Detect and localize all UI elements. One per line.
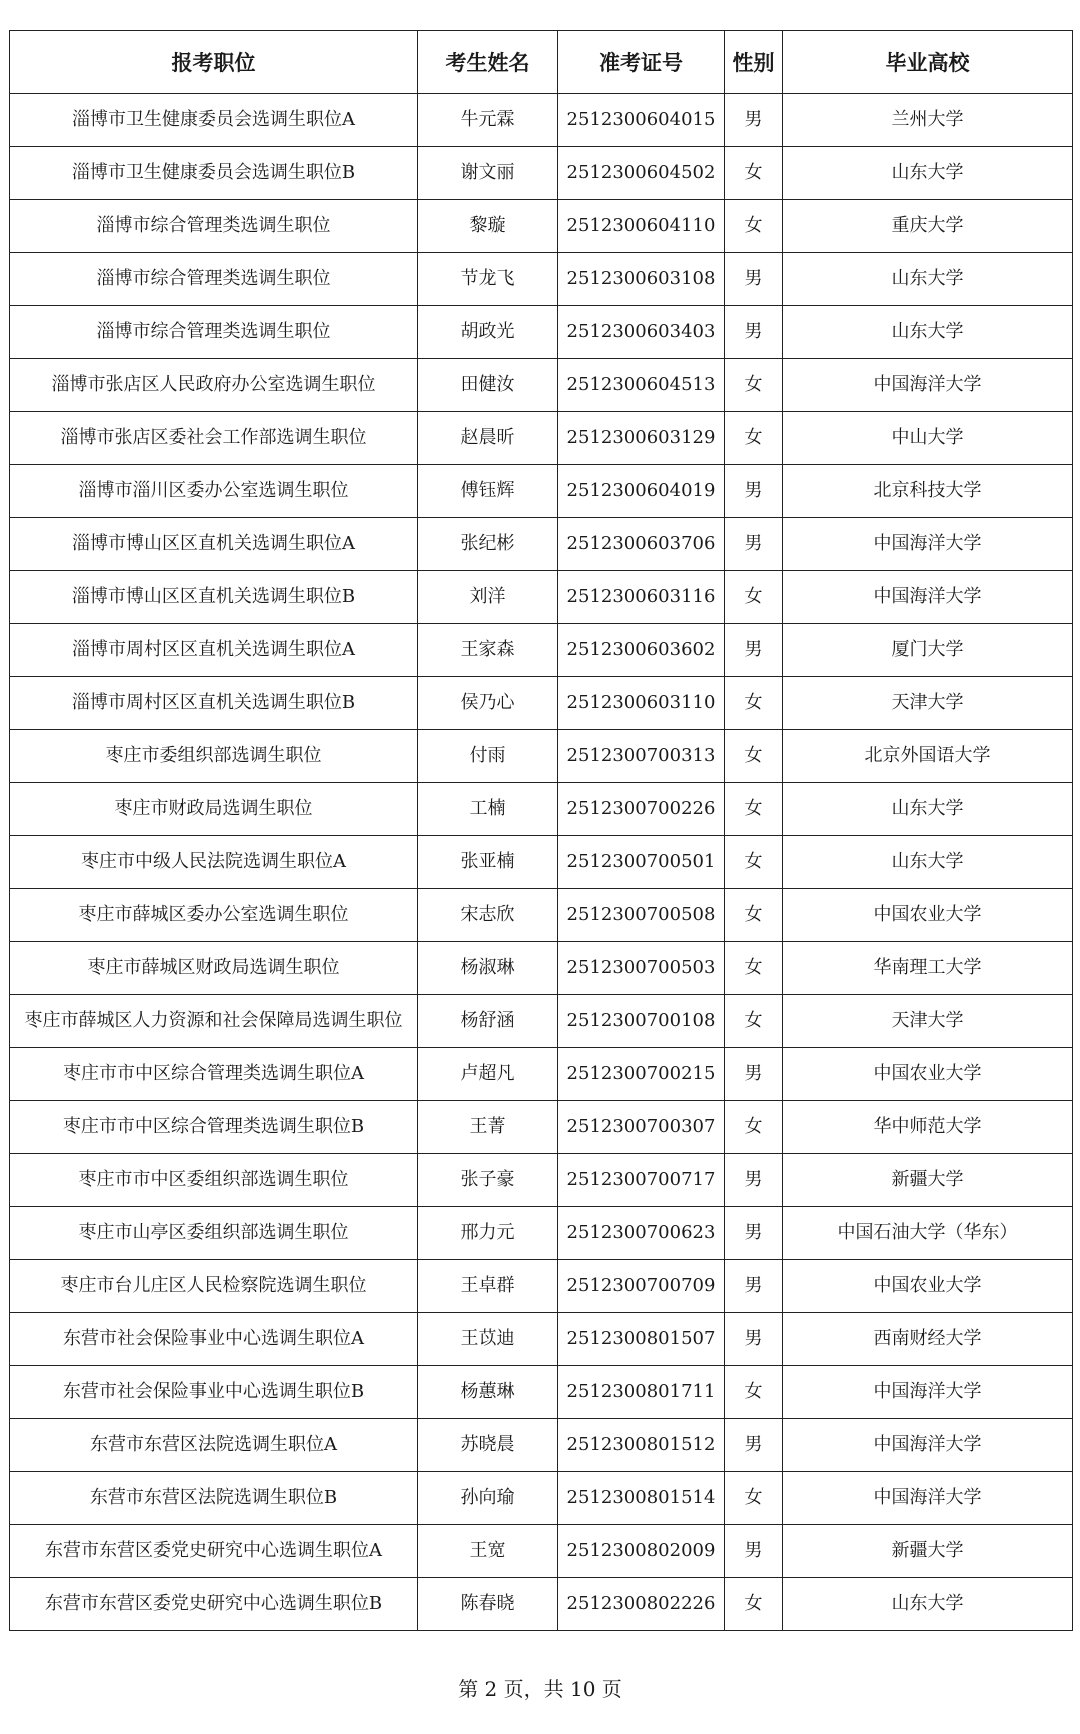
- table-row: [10, 995, 1073, 1048]
- cell-gender: 男: [725, 1207, 783, 1260]
- cell-exam-id: 2512300802009: [558, 1525, 725, 1578]
- table-row: [10, 412, 1073, 465]
- header-name: 考生姓名: [418, 31, 558, 94]
- cell-school: 山东大学: [783, 147, 1073, 200]
- cell-exam-id: 2512300700313: [558, 730, 725, 783]
- cell-name: 田健汝: [418, 359, 558, 412]
- cell-name: 邢力元: [418, 1207, 558, 1260]
- cell-position: 枣庄市中级人民法院选调生职位A: [10, 836, 418, 889]
- cell-school: 山东大学: [783, 253, 1073, 306]
- table-row: [10, 1419, 1073, 1472]
- cell-gender: 男: [725, 518, 783, 571]
- cell-school: 山东大学: [783, 783, 1073, 836]
- cell-position: 淄博市卫生健康委员会选调生职位B: [10, 147, 418, 200]
- cell-name: 谢文丽: [418, 147, 558, 200]
- cell-exam-id: 2512300700108: [558, 995, 725, 1048]
- cell-gender: 女: [725, 783, 783, 836]
- cell-gender: 男: [725, 253, 783, 306]
- cell-exam-id: 2512300700226: [558, 783, 725, 836]
- cell-name: 赵晨昕: [418, 412, 558, 465]
- cell-school: 中国海洋大学: [783, 359, 1073, 412]
- cell-exam-id: 2512300700623: [558, 1207, 725, 1260]
- cell-position: 淄博市博山区区直机关选调生职位A: [10, 518, 418, 571]
- cell-school: 西南财经大学: [783, 1313, 1073, 1366]
- table-row: [10, 1525, 1073, 1578]
- cell-school: 中国农业大学: [783, 1048, 1073, 1101]
- cell-gender: 女: [725, 677, 783, 730]
- cell-exam-id: 2512300801711: [558, 1366, 725, 1419]
- cell-position: 淄博市综合管理类选调生职位: [10, 306, 418, 359]
- header-school: 毕业高校: [783, 31, 1073, 94]
- cell-position: 淄博市淄川区委办公室选调生职位: [10, 465, 418, 518]
- cell-name: 付雨: [418, 730, 558, 783]
- table-row: [10, 306, 1073, 359]
- cell-name: 侯乃心: [418, 677, 558, 730]
- cell-school: 中国海洋大学: [783, 571, 1073, 624]
- table-row: [10, 465, 1073, 518]
- cell-position: 东营市东营区法院选调生职位B: [10, 1472, 418, 1525]
- table-row: [10, 1366, 1073, 1419]
- cell-gender: 男: [725, 624, 783, 677]
- table-row: [10, 1578, 1073, 1631]
- cell-gender: 女: [725, 836, 783, 889]
- cell-name: 胡政光: [418, 306, 558, 359]
- cell-exam-id: 2512300603108: [558, 253, 725, 306]
- cell-gender: 男: [725, 1048, 783, 1101]
- cell-gender: 女: [725, 200, 783, 253]
- cell-gender: 男: [725, 1154, 783, 1207]
- table-row: [10, 1313, 1073, 1366]
- table-row: [10, 624, 1073, 677]
- cell-name: 王卓群: [418, 1260, 558, 1313]
- cell-gender: 男: [725, 465, 783, 518]
- table-row: [10, 1260, 1073, 1313]
- cell-name: 工楠: [418, 783, 558, 836]
- cell-school: 中山大学: [783, 412, 1073, 465]
- cell-exam-id: 2512300700717: [558, 1154, 725, 1207]
- cell-exam-id: 2512300604502: [558, 147, 725, 200]
- cell-position: 枣庄市薛城区委办公室选调生职位: [10, 889, 418, 942]
- cell-position: 东营市东营区委党史研究中心选调生职位A: [10, 1525, 418, 1578]
- cell-gender: 女: [725, 1472, 783, 1525]
- cell-position: 枣庄市山亭区委组织部选调生职位: [10, 1207, 418, 1260]
- cell-position: 东营市社会保险事业中心选调生职位A: [10, 1313, 418, 1366]
- cell-gender: 男: [725, 94, 783, 147]
- table-row: [10, 359, 1073, 412]
- table-row: [10, 677, 1073, 730]
- cell-exam-id: 2512300700709: [558, 1260, 725, 1313]
- cell-gender: 女: [725, 571, 783, 624]
- cell-position: 淄博市周村区区直机关选调生职位B: [10, 677, 418, 730]
- cell-exam-id: 2512300802226: [558, 1578, 725, 1631]
- table-row: [10, 1154, 1073, 1207]
- cell-school: 新疆大学: [783, 1154, 1073, 1207]
- cell-school: 中国海洋大学: [783, 1366, 1073, 1419]
- cell-exam-id: 2512300604110: [558, 200, 725, 253]
- cell-school: 中国农业大学: [783, 1260, 1073, 1313]
- cell-school: 北京科技大学: [783, 465, 1073, 518]
- cell-exam-id: 2512300603129: [558, 412, 725, 465]
- cell-gender: 女: [725, 1101, 783, 1154]
- table-row: [10, 730, 1073, 783]
- cell-name: 刘洋: [418, 571, 558, 624]
- cell-position: 东营市社会保险事业中心选调生职位B: [10, 1366, 418, 1419]
- cell-gender: 男: [725, 1260, 783, 1313]
- cell-school: 北京外国语大学: [783, 730, 1073, 783]
- cell-position: 淄博市综合管理类选调生职位: [10, 200, 418, 253]
- cell-school: 山东大学: [783, 306, 1073, 359]
- cell-name: 王家森: [418, 624, 558, 677]
- cell-gender: 女: [725, 1578, 783, 1631]
- table-header-row: [10, 31, 1073, 94]
- cell-exam-id: 2512300604513: [558, 359, 725, 412]
- cell-name: 宋志欣: [418, 889, 558, 942]
- table-row: [10, 94, 1073, 147]
- cell-position: 淄博市综合管理类选调生职位: [10, 253, 418, 306]
- cell-position: 枣庄市委组织部选调生职位: [10, 730, 418, 783]
- cell-gender: 女: [725, 995, 783, 1048]
- cell-school: 山东大学: [783, 836, 1073, 889]
- cell-gender: 男: [725, 1419, 783, 1472]
- cell-exam-id: 2512300604015: [558, 94, 725, 147]
- cell-school: 厦门大学: [783, 624, 1073, 677]
- cell-position: 淄博市博山区区直机关选调生职位B: [10, 571, 418, 624]
- cell-name: 王宽: [418, 1525, 558, 1578]
- cell-school: 中国海洋大学: [783, 1472, 1073, 1525]
- table-row: [10, 1207, 1073, 1260]
- cell-name: 黎璇: [418, 200, 558, 253]
- cell-name: 杨舒涵: [418, 995, 558, 1048]
- cell-name: 张纪彬: [418, 518, 558, 571]
- cell-exam-id: 2512300700215: [558, 1048, 725, 1101]
- cell-exam-id: 2512300700307: [558, 1101, 725, 1154]
- cell-school: 中国海洋大学: [783, 1419, 1073, 1472]
- cell-name: 杨淑琳: [418, 942, 558, 995]
- cell-school: 中国农业大学: [783, 889, 1073, 942]
- table-row: [10, 1472, 1073, 1525]
- cell-name: 傅钰辉: [418, 465, 558, 518]
- cell-gender: 女: [725, 359, 783, 412]
- cell-position: 枣庄市财政局选调生职位: [10, 783, 418, 836]
- cell-school: 新疆大学: [783, 1525, 1073, 1578]
- cell-position: 淄博市张店区委社会工作部选调生职位: [10, 412, 418, 465]
- table-row: [10, 571, 1073, 624]
- cell-position: 东营市东营区委党史研究中心选调生职位B: [10, 1578, 418, 1631]
- table-row: [10, 889, 1073, 942]
- cell-name: 卢超凡: [418, 1048, 558, 1101]
- cell-exam-id: 2512300603602: [558, 624, 725, 677]
- cell-name: 牛元霖: [418, 94, 558, 147]
- cell-exam-id: 2512300603116: [558, 571, 725, 624]
- cell-gender: 男: [725, 1525, 783, 1578]
- header-position: 报考职位: [10, 31, 418, 94]
- cell-name: 王苡迪: [418, 1313, 558, 1366]
- cell-gender: 女: [725, 147, 783, 200]
- table-row: [10, 200, 1073, 253]
- cell-school: 山东大学: [783, 1578, 1073, 1631]
- cell-position: 枣庄市薛城区财政局选调生职位: [10, 942, 418, 995]
- cell-school: 中国石油大学（华东）: [783, 1207, 1073, 1260]
- cell-exam-id: 2512300700508: [558, 889, 725, 942]
- cell-position: 东营市东营区法院选调生职位A: [10, 1419, 418, 1472]
- table-row: [10, 836, 1073, 889]
- cell-school: 华南理工大学: [783, 942, 1073, 995]
- candidate-table: [9, 30, 1073, 1631]
- table-row: [10, 253, 1073, 306]
- cell-exam-id: 2512300700501: [558, 836, 725, 889]
- cell-position: 枣庄市薛城区人力资源和社会保障局选调生职位: [10, 995, 418, 1048]
- table-row: [10, 147, 1073, 200]
- cell-name: 苏晓晨: [418, 1419, 558, 1472]
- table-row: [10, 1048, 1073, 1101]
- cell-name: 节龙飞: [418, 253, 558, 306]
- cell-position: 淄博市卫生健康委员会选调生职位A: [10, 94, 418, 147]
- cell-gender: 女: [725, 412, 783, 465]
- cell-exam-id: 2512300603403: [558, 306, 725, 359]
- cell-exam-id: 2512300801514: [558, 1472, 725, 1525]
- cell-gender: 女: [725, 889, 783, 942]
- cell-school: 华中师范大学: [783, 1101, 1073, 1154]
- cell-name: 孙向瑜: [418, 1472, 558, 1525]
- cell-school: 兰州大学: [783, 94, 1073, 147]
- table-row: [10, 518, 1073, 571]
- cell-name: 王菁: [418, 1101, 558, 1154]
- cell-exam-id: 2512300604019: [558, 465, 725, 518]
- cell-gender: 男: [725, 306, 783, 359]
- cell-school: 天津大学: [783, 677, 1073, 730]
- cell-name: 张亚楠: [418, 836, 558, 889]
- cell-position: 淄博市张店区人民政府办公室选调生职位: [10, 359, 418, 412]
- cell-position: 枣庄市市中区综合管理类选调生职位B: [10, 1101, 418, 1154]
- cell-school: 天津大学: [783, 995, 1073, 1048]
- cell-exam-id: 2512300603110: [558, 677, 725, 730]
- cell-name: 陈春晓: [418, 1578, 558, 1631]
- cell-name: 张子豪: [418, 1154, 558, 1207]
- table-row: [10, 783, 1073, 836]
- cell-school: 重庆大学: [783, 200, 1073, 253]
- cell-position: 枣庄市台儿庄区人民检察院选调生职位: [10, 1260, 418, 1313]
- table-row: [10, 1101, 1073, 1154]
- cell-name: 杨蕙琳: [418, 1366, 558, 1419]
- cell-exam-id: 2512300801507: [558, 1313, 725, 1366]
- cell-gender: 男: [725, 1313, 783, 1366]
- header-gender: 性别: [725, 31, 783, 94]
- cell-position: 枣庄市市中区综合管理类选调生职位A: [10, 1048, 418, 1101]
- cell-position: 枣庄市市中区委组织部选调生职位: [10, 1154, 418, 1207]
- cell-exam-id: 2512300603706: [558, 518, 725, 571]
- cell-exam-id: 2512300700503: [558, 942, 725, 995]
- cell-exam-id: 2512300801512: [558, 1419, 725, 1472]
- page-number: 第 2 页，共 10 页: [458, 1677, 622, 1701]
- cell-gender: 女: [725, 1366, 783, 1419]
- cell-position: 淄博市周村区区直机关选调生职位A: [10, 624, 418, 677]
- cell-gender: 女: [725, 730, 783, 783]
- cell-gender: 女: [725, 942, 783, 995]
- table-row: [10, 942, 1073, 995]
- header-exam-id: 准考证号: [558, 31, 725, 94]
- cell-school: 中国海洋大学: [783, 518, 1073, 571]
